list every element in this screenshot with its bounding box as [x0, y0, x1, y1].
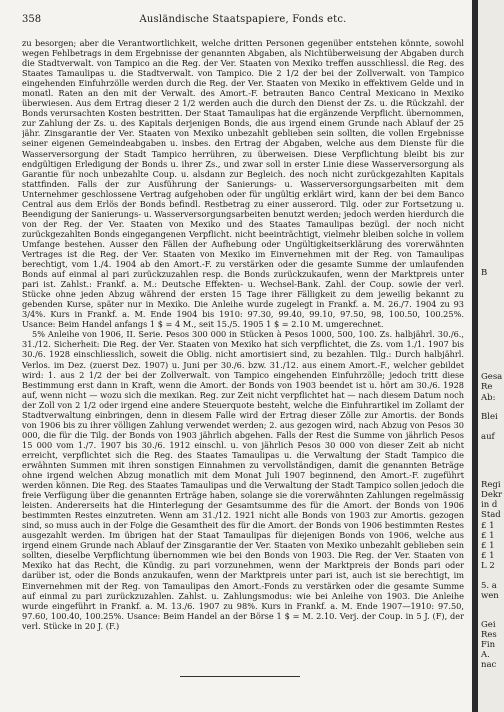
paragraph-intro: zu besorgen; aber die Verantwortlichkeit, welche dritten Personen gegenüber entstehen könnte, sowohl wegen Fehlbetrags in dem Ergebnisse der genannten Abgaben, als Nichtüberweisung der Abgaben durch die Stadtverwalt. von Tampico an die Reg. der Ver. Staaten von Mexiko treffen ausschliessl. die Reg. des Staates Tamaulipas u. die Stadtverwalt. von Tampico. Die 2 1/2 der bei der Zollverwalt. von Tampico eingehenden Einfuhrzölle werden durch die Reg. der Ver. Staaten von Mexiko in effektivem Gelde und in monatl. Raten an den mit der Verwalt. des Amort.-F. betrauten Banco Central Mexicano in Mexiko überwiesen. Aus dem Ertrag dieser 2 1/2 werden auch die durch den Dienst der Zs. u. die Rückzahl. der Bonds verursachten Kosten bestritten. Der Staat Tamaulipas hat die ergänzende Verpflicht. übernommen, zur Zahlung der Zs. u. des Kapitals derjenigen Bonds, die aus irgend einem Grunde nach Ablauf der 25 jähr. Zinsgarantie der Ver. Staaten von Mexiko unbezahlt geblieben sein sollten, die vollen Ergebnisse seiner eigenen Gemeindeabgaben u. insbes. den Ertrag der Abgaben, welche aus dem Dienste für die Wasserversorgung der Stadt Tampico herrühren, zu überweisen. Diese Verpflichtung bleibt bis zur endgültigen Erledigung der Bonds u. ihrer Zs., und zwar soll in erster Linie diese Wasserversorgung als Garantie für noch unbezahlte Coup. u. alsdann zur Begleich. des noch nicht zurückgezahlten Kapitals stattfinden. Falls der zur Ausführung der Sanierungs- u. Wasserversorgungsarbeiten mit dem Unternehmer geschlossene Vertrag aufgehoben oder für ungültig erklärt wird, kann der bei dem Banco Central aus dem Erlös der Bonds befindl. Restbetrag zu einer ausserord. Tilg. oder zur Fortsetzung u. Beendigung der Sanierungs- u. Wasserversorgungsarbeiten benutzt werden; jedoch werden hierdurch die von der Reg. der Ver. Staaten von Mexiko und des Staates Tamaulipas bezügl. der noch nicht zurückgezahlten Bonds eingegangenen Verpflicht. nicht beeinträchtigt, vielmehr bleiben solche in vollem Umfange bestehen. Ausser den Fällen der Aufhebung oder Ungültigkeitserklärung des vorerwähnten Vertrages ist die Reg. der Ver. Staaten von Mexiko im Einvernehmen mit der Reg. von Tamaulipas berechtigt, vom 1./4. 1904 ab den Amort.-F. zu verstärken oder die gesamte Summe der umlaufenden Bonds auf einmal al pari zurückzuzahlen resp. die Bonds zurückzukaufen, wenn der Marktpreis unter pari ist. Zahlst.: Frankf. a. M.: Deutsche Effekten- u. Wechsel-Bank. Zahl. der Coup. sowie der verl. Stücke ohne jeden Abzug während der ersten 15 Tage ihrer Fälligkeit zu dem jeweilig bekannt zu gebenden Kurse, später nur in Mexiko. Die Anleihe wurde zugelegt in Frankf. a. M. 26./7. 1904 zu 93 3/4%. Kurs in Frankf. a. M. Ende 1904 bis 1910: 97.30, 99.40, 99.10, 97.50, 98, 100.50, 100.25%. Usance: Beim Handel anfangs 1 $ = 4 M., seit 15./5. 1905 1 $ = 2.10 M. umgerechnet.	[22, 38, 464, 330]
adjacent-page-edge	[478, 0, 504, 712]
margin-fragment: Ab:	[481, 393, 496, 403]
paragraph-anleihe-1906: 5% Anleihe von 1906, II. Serie. Pesos 300 000 in Stücken à Pesos 1000, 500, 100. Zs. halbjährl. 30./6., 31./12. Sicherheit: Die Reg. der Ver. Staaten von Mexiko hat sich verpflichtet, die Zs. vom 1./1. 1907 bis 30./6. 1928 einschliesslich, soweit die Oblig. nicht amortisiert sind, zu bezahlen. Tilg.: Durch halbjährl. Verlos. im Dez. (zuerst Dez. 1907) u. Juni per 30./6. bzw. 31./12. aus einem Amort.-F., welcher gebildet wird: 1. aus 2 1/2 der bei der Zollverwalt. von Tampico eingehenden Einfuhrzölle; jedoch tritt diese Bestimmung erst dann in Kraft, wenn die Amort. der Bonds von 1903 beendet ist u. hört am 30./6. 1928 auf, wenn nicht — wozu sich die mexikan. Reg. zur Zeit nicht verpflichtet hat — nach diesem Datum noch der Zoll von 2 1/2 oder irgend eine andere Steuerquote besteht, welche die Einfuhrartikel im Zollamt der Stadtverwaltung einbringen, denn in diesem Falle wird der Ertrag dieser Zölle zur Amortis. der Bonds von 1906 bis zu ihrer völligen Zahlung verwendet werden; 2. aus gezogen wird, nach Abzug von Pesos 30 000, die für die Tilg. der Bonds von 1903 jährlich abgehen. Falls der Rest die Summe von jährlich Pesos 15 000 vom 1./7. 1907 bis 30./6. 1912 einschl. u. von jährlich Pesos 30 000 von dieser Zeit ab nicht erreicht, verpflichtet sich die Reg. des Staates Tamaulipas u. die Verwaltung der Stadt Tampico die erwähnten Summen mit ihren sonstigen Einnahmen zu vervollständigen, damit die genannten Beträge ohne irgend welchen Abzug monatlich mit dem Monat Juli 1907 beginnend, den Amort.-F. zugeführt werden können. Die Reg. des Staates Tamaulipas und die Verwaltung der Stadt Tampico sollen jedoch die freie Verfügung über die genannten Erträge haben, solange sie die vorerwähnten Zahlungen regelmässig leisten. Andererseits hat die Hinterlegung der Gesamtsumme des für die Amort. der Bonds von 1906 bestimmten Restes einzutreten. Wenn am 31./12. 1921 nicht alle Bonds von 1903 zur Amortis. gezogen sind, so muss auch in der Folge die Gesamtheit des für die Amort. der Bonds von 1906 bestimmten Restes ausgezahlt werden. Im übrigen hat der Staat Tamaulipas für diejenigen Bonds von 1906, welche aus irgend einem Grunde nach Ablauf der Zinsgarantie der Ver. Staaten von Mexiko unbezahlt geblieben sein sollten, dieselbe Verpflichtung übernommen wie bei den Bonds von 1903. Die Reg. der Ver. Staaten von Mexiko hat das Recht, die Kündig. zu pari vorzunehmen, wenn der Marktpreis der Bonds pari oder darüber ist, oder die Bonds anzukaufen, wenn der Marktpreis unter pari ist, auch ist sie berechtigt, im Einvernehmen mit der Reg. von Tamaulipas den Amort.-Fonds zu verstärken oder die gesamte Summe auf einmal zu pari zurückzuzahlen. Zahlst. u. Zahlungsmodus: wie bei Anleihe von 1903. Die Anleihe wurde eingeführt in Frankf. a. M. 13./6. 1907 zu 98%. Kurs in Frankf. a. M. Ende 1907—1910: 97.50, 97.60, 100.40, 100.25%. Usance: Beim Handel an der Börse 1 $ = M. 2.10. Verj. der Coup. in 5 J. (F), der verl. Stücke in 20 J. (F.)	[22, 329, 464, 631]
margin-fragment: Gei	[481, 620, 496, 630]
page-number: 358	[22, 14, 42, 25]
margin-fragment: nac	[481, 660, 497, 670]
margin-fragment: Res	[481, 630, 497, 640]
page-header	[22, 14, 464, 28]
margin-fragment: in d	[481, 500, 498, 510]
margin-fragment: Blei	[481, 412, 498, 422]
margin-fragment: £ 1	[481, 541, 495, 551]
margin-fragment: Gesa	[481, 372, 503, 382]
margin-fragment: A.	[481, 650, 490, 660]
margin-fragment: £ 1	[481, 551, 495, 561]
body-text	[22, 38, 464, 668]
margin-fragment: wen	[481, 591, 499, 601]
margin-fragment: auf	[481, 432, 495, 442]
margin-fragment: 5. a	[481, 581, 497, 591]
margin-fragment: Fin	[481, 640, 496, 650]
running-title: Ausländische Staatspapiere, Fonds etc.	[139, 14, 347, 25]
margin-fragment: Regi	[481, 480, 501, 490]
margin-fragment: £ 1	[481, 521, 495, 531]
margin-fragment: Re	[481, 382, 493, 392]
footer-rule	[180, 676, 300, 677]
margin-fragment: Stad	[481, 510, 501, 520]
margin-fragment: £ 1	[481, 531, 495, 541]
margin-fragment: B	[481, 268, 488, 278]
margin-fragment: Dekr	[481, 490, 503, 500]
margin-fragment: L 2	[481, 561, 495, 571]
